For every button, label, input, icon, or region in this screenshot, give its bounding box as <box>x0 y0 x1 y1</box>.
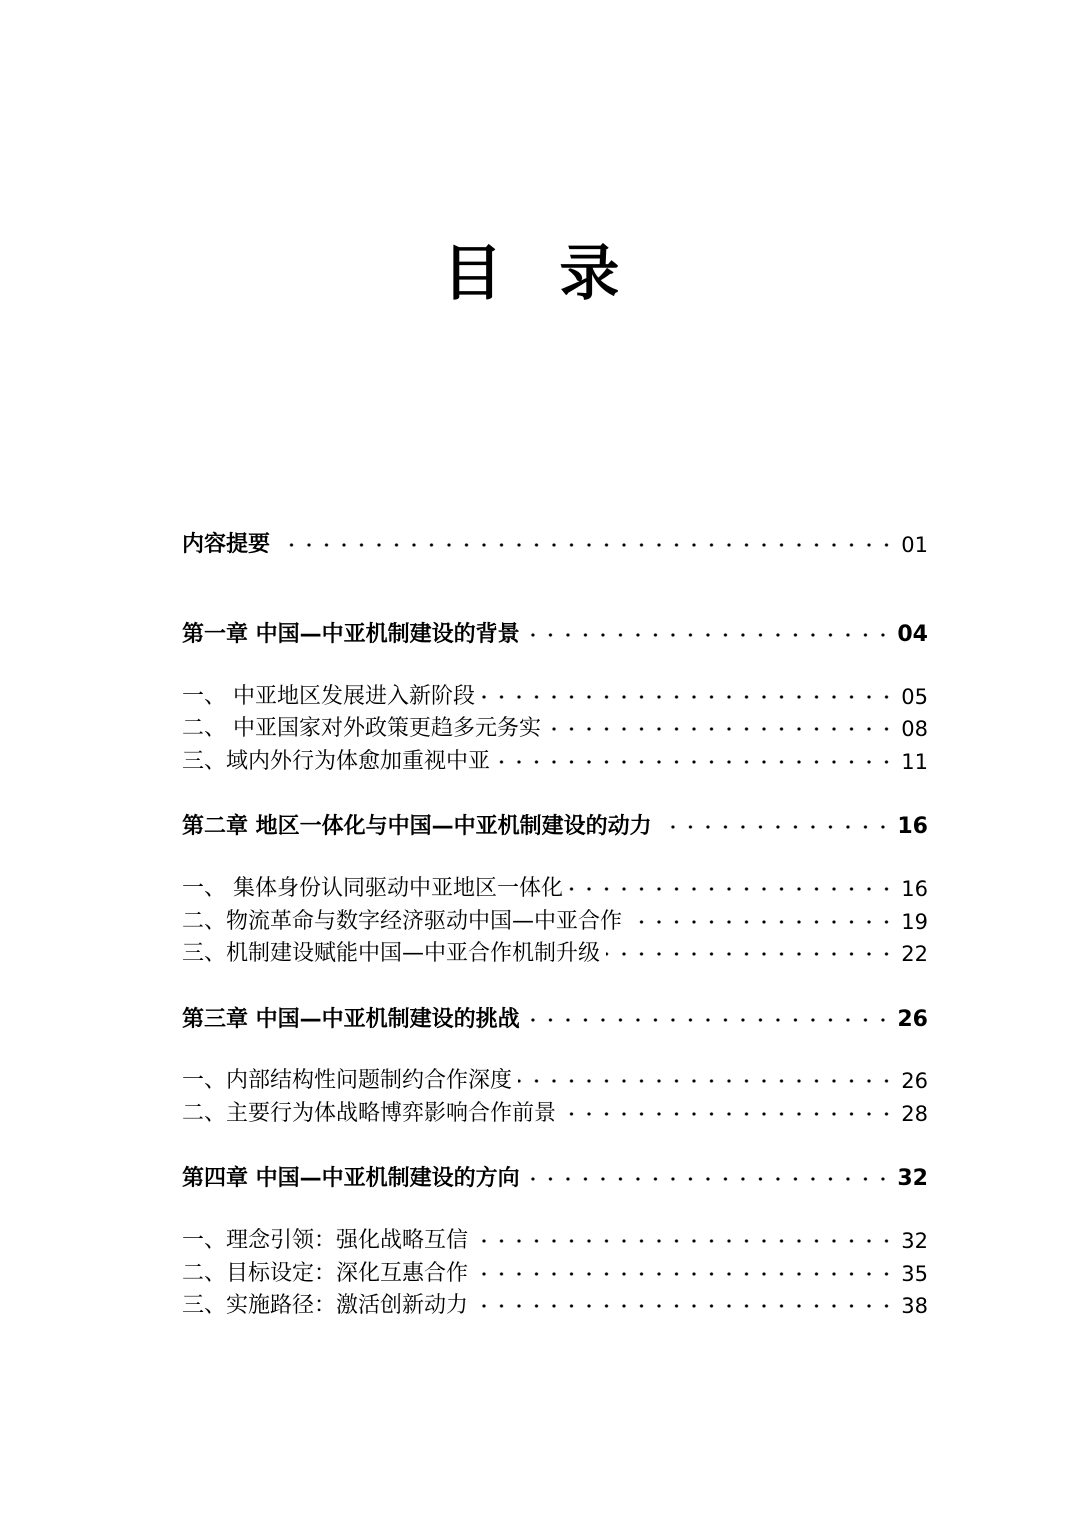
toc-section-2-2[interactable] <box>182 905 928 939</box>
dot-leader <box>496 745 895 779</box>
section-title: 二、目标设定：深化互惠合作 <box>182 1261 469 1286</box>
dot-leader <box>658 810 892 844</box>
chapter-title: 第三章 中国—中亚机制建设的挑战 <box>182 1007 520 1032</box>
toc-page-number: 04 <box>897 622 928 647</box>
toc-page-number: 16 <box>897 814 928 839</box>
toc-page-number: 05 <box>901 685 928 709</box>
toc-page-number: 01 <box>901 533 928 557</box>
section-title: 一、 集体身份认同驱动中亚地区一体化 <box>182 876 563 901</box>
dot-leader <box>474 1257 895 1291</box>
dot-leader <box>628 905 895 939</box>
toc-page-number: 28 <box>901 1102 928 1126</box>
toc-page-number: 26 <box>897 1007 928 1032</box>
toc-page-number: 11 <box>901 750 928 774</box>
dot-leader <box>474 1224 895 1258</box>
toc-section-1-1[interactable] <box>182 680 928 714</box>
dot-leader <box>481 680 895 714</box>
toc-page-number: 32 <box>901 1229 928 1253</box>
toc-entry-label: 内容提要 <box>182 532 271 557</box>
toc-chapter-4[interactable] <box>182 1162 928 1196</box>
toc-page-number: 19 <box>901 910 928 934</box>
section-title: 二、主要行为体战略博弈影响合作前景 <box>182 1101 557 1126</box>
toc-chapter-3[interactable] <box>182 1003 928 1037</box>
toc-page-number: 35 <box>901 1262 928 1286</box>
dot-leader <box>518 1064 895 1098</box>
chapter-title: 第四章 中国—中亚机制建设的方向 <box>182 1166 520 1191</box>
dot-leader <box>526 618 892 652</box>
dot-leader <box>526 1003 892 1037</box>
section-title: 二、物流革命与数字经济驱动中国—中亚合作 <box>182 909 623 934</box>
toc-section-4-3[interactable] <box>182 1289 928 1323</box>
toc-chapter-1[interactable] <box>182 618 928 652</box>
section-title: 二、 中亚国家对外政策更趋多元务实 <box>182 716 541 741</box>
toc-page-number: 38 <box>901 1294 928 1318</box>
toc-page-number: 26 <box>901 1069 928 1093</box>
toc-page-number: 08 <box>901 717 928 741</box>
dot-leader <box>474 1289 895 1323</box>
dot-leader <box>547 712 895 746</box>
chapter-title: 第一章 中国—中亚机制建设的背景 <box>182 622 520 647</box>
section-title: 三、域内外行为体愈加重视中亚 <box>182 749 491 774</box>
toc-section-4-2[interactable] <box>182 1257 928 1291</box>
dot-leader <box>569 872 895 906</box>
toc-section-2-3[interactable] <box>182 937 928 971</box>
toc-page-number: 32 <box>897 1166 928 1191</box>
toc-section-3-1[interactable] <box>182 1064 928 1098</box>
toc-entry-summary[interactable] <box>182 528 928 562</box>
section-title: 三、实施路径：激活创新动力 <box>182 1293 469 1318</box>
dot-leader <box>606 937 895 971</box>
section-title: 一、内部结构性问题制约合作深度 <box>182 1068 513 1093</box>
section-title: 三、机制建设赋能中国—中亚合作机制升级 <box>182 941 601 966</box>
toc-page-number: 16 <box>901 877 928 901</box>
section-title: 一、理念引领：强化战略互信 <box>182 1228 469 1253</box>
dot-leader <box>562 1097 895 1131</box>
toc-section-4-1[interactable] <box>182 1224 928 1258</box>
chapter-title: 第二章 地区一体化与中国—中亚机制建设的动力 <box>182 814 652 839</box>
dot-leader <box>526 1162 892 1196</box>
section-title: 一、 中亚地区发展进入新阶段 <box>182 684 475 709</box>
toc-section-3-2[interactable] <box>182 1097 928 1131</box>
toc-section-2-1[interactable] <box>182 872 928 906</box>
toc-section-1-2[interactable] <box>182 712 928 746</box>
page-title: 目 录 <box>442 239 638 309</box>
toc-section-1-3[interactable] <box>182 745 928 779</box>
toc-page-number: 22 <box>901 942 928 966</box>
toc-chapter-2[interactable] <box>182 810 928 844</box>
dot-leader <box>276 528 895 562</box>
